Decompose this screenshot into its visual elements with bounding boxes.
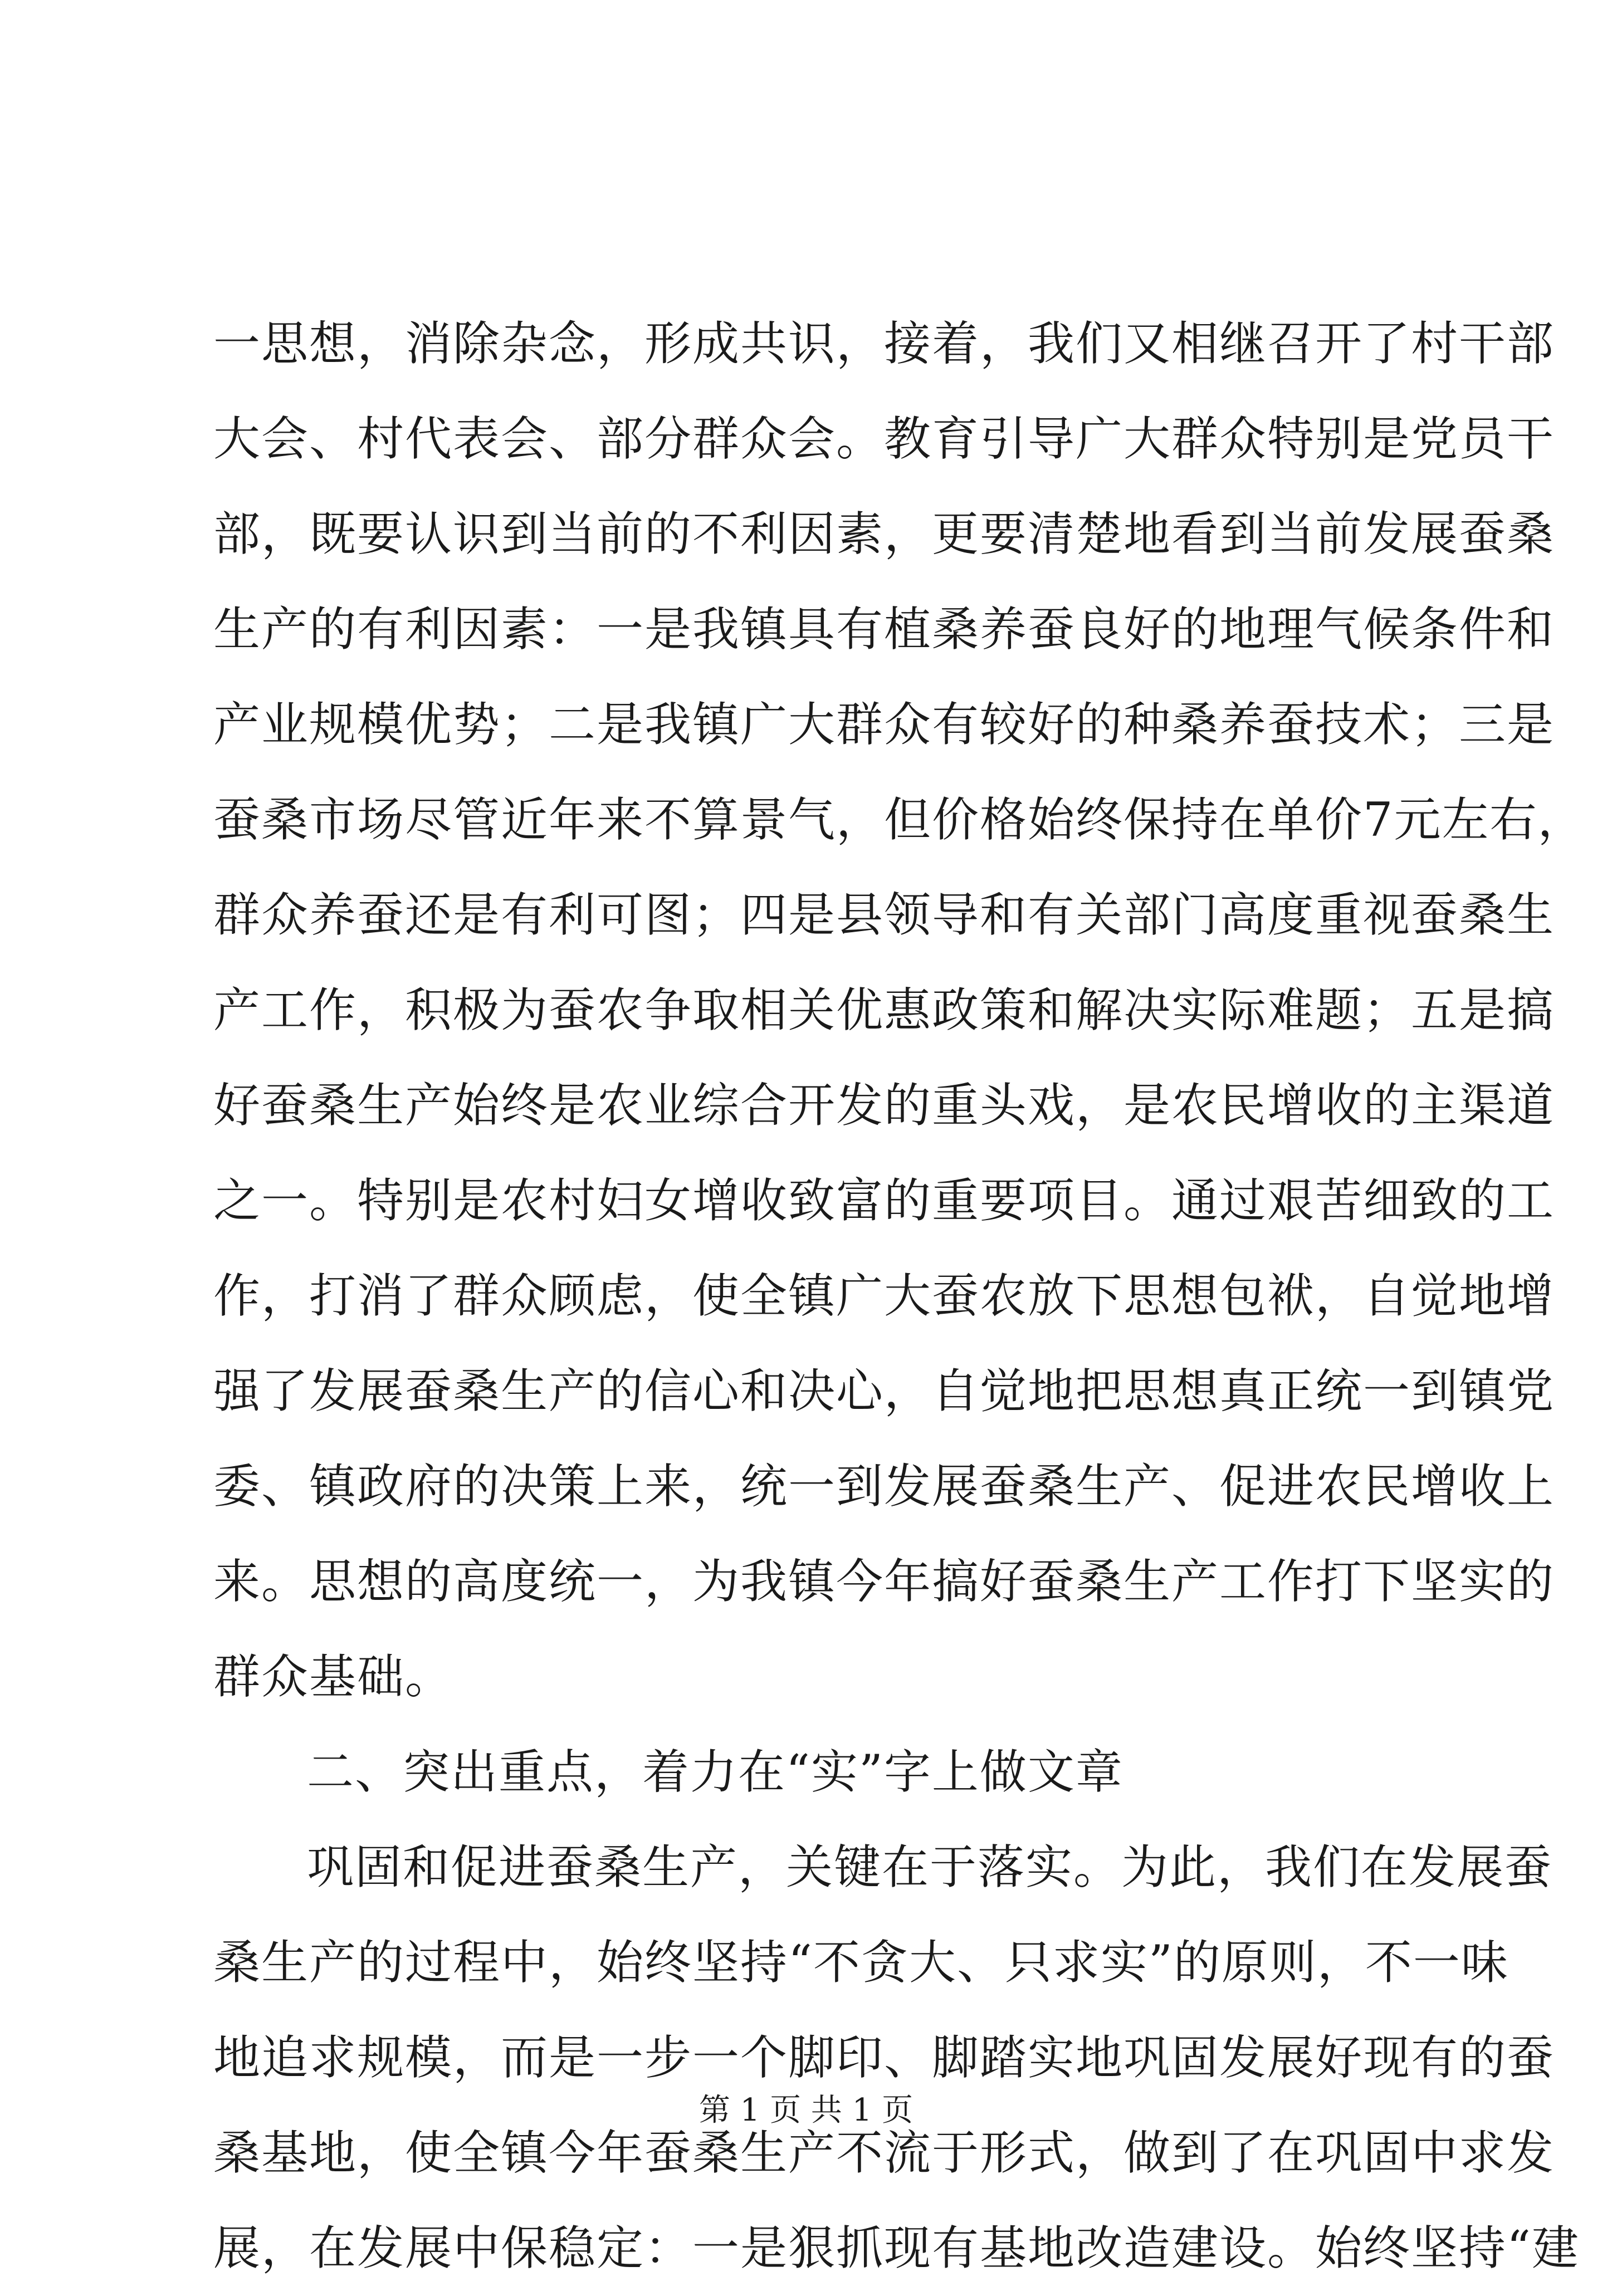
paragraph-line: 部，既要认识到当前的不利因素，更要清楚地看到当前发展蚕桑 xyxy=(213,507,1555,561)
paragraph-line: 一思想，消除杂念，形成共识，接着，我们又相继召开了村干部 xyxy=(213,316,1555,371)
paragraph-line: 群众基础。 xyxy=(213,1649,453,1704)
paragraph-line: 作，打消了群众顾虑，使全镇广大蚕农放下思想包袱，自觉地增 xyxy=(213,1269,1555,1323)
paragraph-line: 好蚕桑生产始终是农业综合开发的重头戏，是农民增收的主渠道 xyxy=(213,1078,1555,1133)
paragraph-line: 来。思想的高度统一，为我镇今年搞好蚕桑生产工作打下坚实的 xyxy=(213,1554,1555,1609)
paragraph-line: 之一。特别是农村妇女增收致富的重要项目。通过艰苦细致的工 xyxy=(213,1173,1555,1228)
paragraph-line: 大会、村代表会、部分群众会。教育引导广大群众特别是党员干 xyxy=(213,412,1555,466)
paragraph-line: 地追求规模，而是一步一个脚印、脚踏实地巩固发展好现有的蚕 xyxy=(213,2030,1555,2085)
paragraph-line: 展，在发展中保稳定：一是狠抓现有基地改造建设。始终坚持“建 xyxy=(213,2221,1580,2275)
page-number-label: 第 1 页 共 1 页 xyxy=(698,2092,914,2128)
paragraph-line: 桑基地，使全镇今年蚕桑生产不流于形式，做到了在巩固中求发 xyxy=(213,2126,1555,2180)
paragraph-line: 强了发展蚕桑生产的信心和决心，自觉地把思想真正统一到镇党 xyxy=(213,1364,1555,1418)
paragraph-line: 产工作，积极为蚕农争取相关优惠政策和解决实际难题；五是搞 xyxy=(213,983,1555,1037)
page-footer xyxy=(0,2091,1612,2130)
paragraph-line: 群众养蚕还是有利可图；四是县领导和有关部门高度重视蚕桑生 xyxy=(213,888,1555,942)
paragraph-line: 桑生产的过程中，始终坚持“不贪大、只求实”的原则，不一味 xyxy=(213,1935,1509,1990)
paragraph-line: 蚕桑市场尽管近年来不算景气，但价格始终保持在单价7元左右， xyxy=(213,792,1586,847)
paragraph-line: 产业规模优势；二是我镇广大群众有较好的种桑养蚕技术；三是 xyxy=(213,697,1555,752)
paragraph-line: 生产的有利因素：一是我镇具有植桑养蚕良好的地理气候条件和 xyxy=(213,602,1555,657)
paragraph-line: 巩固和促进蚕桑生产，关键在于落实。为此，我们在发展蚕 xyxy=(307,1840,1553,1894)
document-body xyxy=(213,296,1586,2296)
section-heading: 二、突出重点，着力在“实”字上做文章 xyxy=(307,1745,1123,1799)
paragraph-line: 委、镇政府的决策上来，统一到发展蚕桑生产、促进农民增收上 xyxy=(213,1459,1555,1514)
